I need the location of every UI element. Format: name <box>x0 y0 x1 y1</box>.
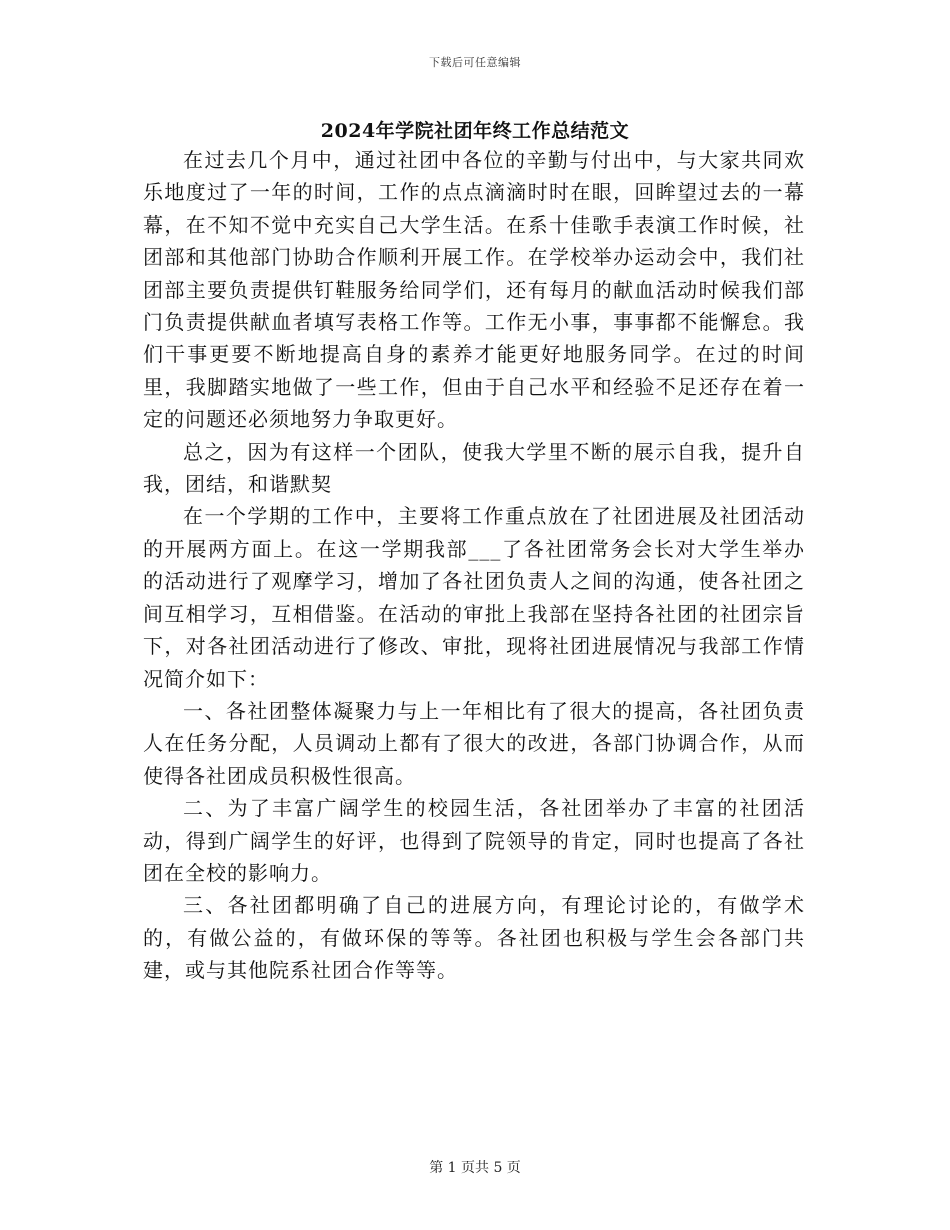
paragraph-3: 在一个学期的工作中，主要将工作重点放在了社团进展及社团活动的开展两方面上。在这一学期我部___了各社团常务会长对大学生举办的活动进行了观摩学习，增加了各社团负责人之间的沟通，使各社团之间互相学习，互相借鉴。在活动的审批上我部在坚持各社团的社团宗旨下，对各社团活动进行了修改、审批，现将社团进展情况与我部工作情况简介如下： <box>143 504 805 691</box>
document-body <box>143 144 805 987</box>
paragraph-4: 一、各社团整体凝聚力与上一年相比有了很大的提高，各社团负责人在任务分配，人员调动上都有了很大的改进，各部门协调合作，从而使得各社团成员积极性很高。 <box>143 698 805 788</box>
document-title: 2024年学院社团年终工作总结范文 <box>320 120 630 142</box>
paragraph-6: 三、各社团都明确了自己的进展方向，有理论讨论的，有做学术的，有做公益的，有做环保的等等。各社团也积极与学生会各部门共建，或与其他院系社团合作等等。 <box>143 893 805 983</box>
paragraph-5: 二、为了丰富广阔学生的校园生活，各社团举办了丰富的社团活动，得到广阔学生的好评，也得到了院领导的肯定，同时也提高了各社团在全校的影响力。 <box>143 796 805 885</box>
paragraph-2: 总之，因为有这样一个团队，使我大学里不断的展示自我，提升自我，团结，和谐默契 <box>143 439 805 497</box>
paragraph-1: 在过去几个月中，通过社团中各位的辛勤与付出中，与大家共同欢乐地度过了一年的时间，工作的点点滴滴时时在眼，回眸望过去的一幕幕，在不知不觉中充实自己大学生活。在系十佳歌手表演工作时候，社团部和其他部门协助合作顺利开展工作。在学校举办运动会中，我们社团部主要负责提供钉鞋服务给同学们，还有每月的献血活动时候我们部门负责提供献血者填写表格工作等。工作无小事，事事都不能懈怠。我们干事更要不断地提高自身的素养才能更好地服务同学。在过的时间里，我脚踏实地做了一些工作，但由于自己水平和经验不足还存在着一定的问题还必须地努力争取更好。 <box>143 148 805 432</box>
page-header-note: 下载后可任意编辑 <box>429 56 521 69</box>
page-number-footer: 第 1 页共 5 页 <box>429 1160 521 1176</box>
